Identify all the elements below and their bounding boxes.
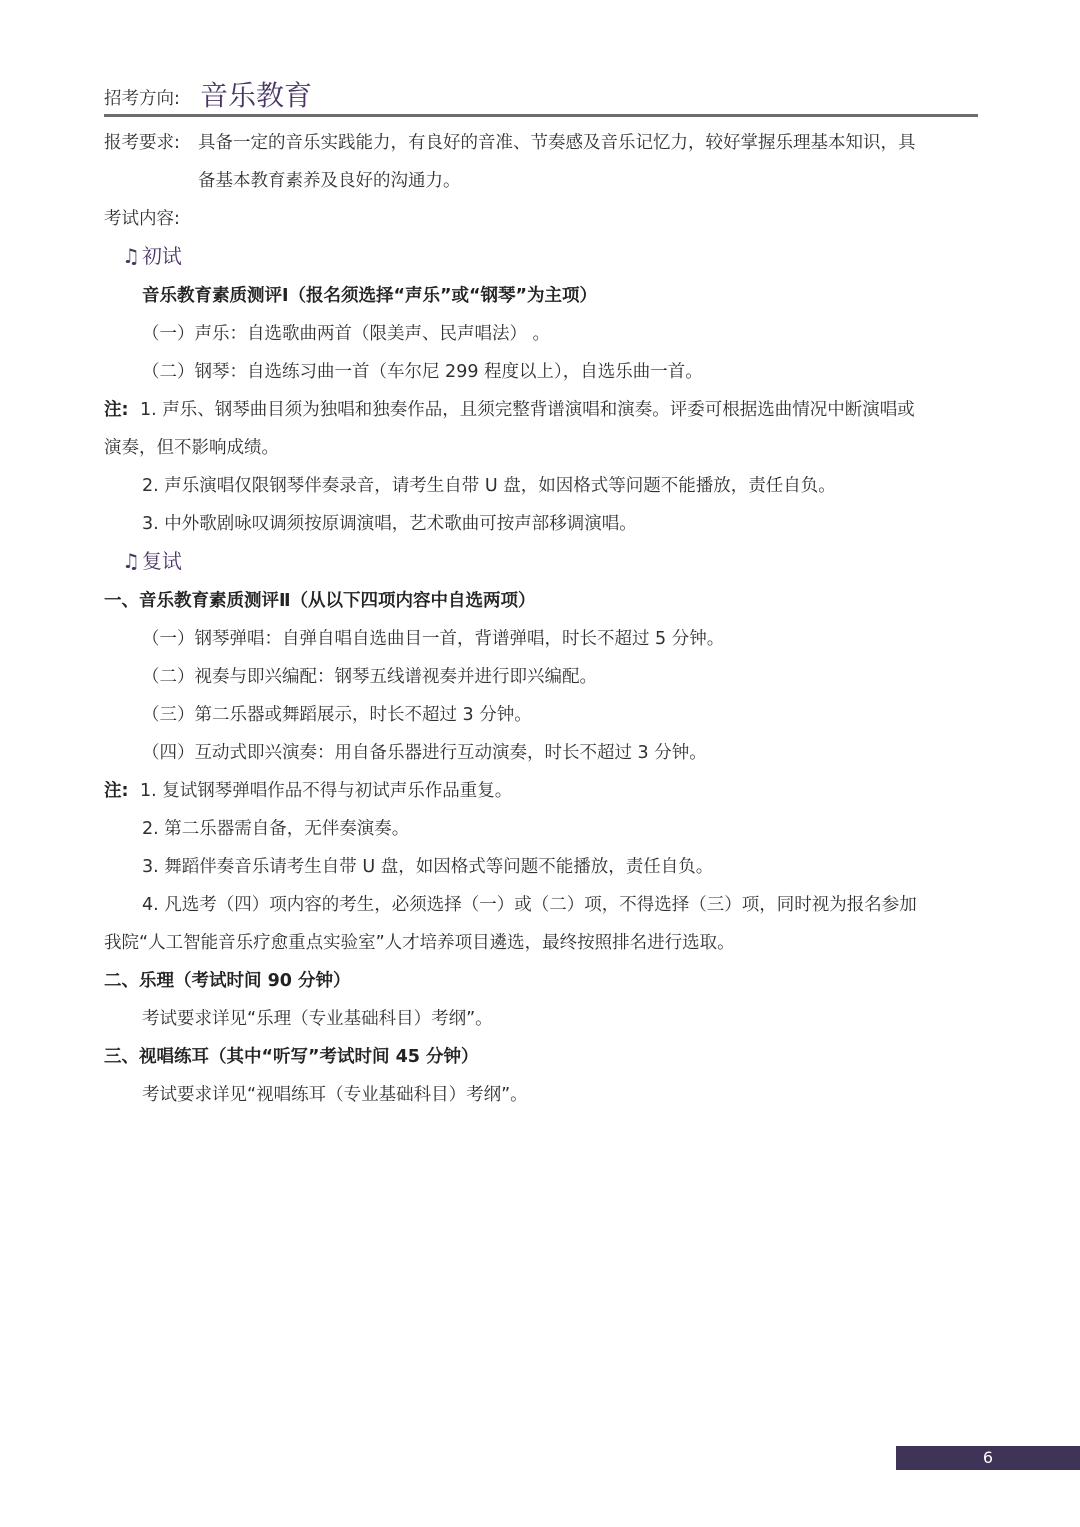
- retest-heading: [122, 548, 182, 574]
- page-title: 音乐教育: [200, 79, 313, 112]
- music-note-icon: ♫: [122, 549, 140, 573]
- retest-item-2: （二）视奏与即兴编配：钢琴五线谱视奏并进行即兴编配。: [142, 667, 597, 687]
- preliminary-item-2: （二）钢琴：自选练习曲一首（车尔尼 299 程度以上），自选乐曲一首。: [142, 362, 703, 382]
- preliminary-note-2: 2. 声乐演唱仅限钢琴伴奏录音，请考生自带 U 盘，如因格式等问题不能播放，责任自负。: [142, 476, 836, 496]
- retest-section-2-title: 二、乐理（考试时间 90 分钟）: [104, 971, 351, 991]
- retest-item-3: （三）第二乐器或舞蹈展示，时长不超过 3 分钟。: [142, 705, 532, 725]
- preliminary-heading-text: 初试: [141, 244, 182, 268]
- preliminary-item-1: （一）声乐：自选歌曲两首（限美声、民声唱法） 。: [142, 324, 551, 344]
- music-note-icon: ♫: [122, 244, 140, 268]
- requirements-line-1: 具备一定的音乐实践能力，有良好的音准、节奏感及音乐记忆力，较好掌握乐理基本知识，具: [198, 133, 916, 153]
- preliminary-note-label: 注:: [104, 400, 129, 420]
- requirements-line-2: 备基本教育素养及良好的沟通力。: [198, 171, 461, 191]
- retest-heading-text: 复试: [141, 549, 182, 573]
- retest-note-4-line-2: 我院“人工智能音乐疗愈重点实验室”人才培养项目遴选，最终按照排名进行选取。: [104, 933, 735, 953]
- requirements-label: 报考要求:: [104, 133, 180, 153]
- preliminary-note-1-line-1: 1. 声乐、钢琴曲目须为独唱和独奏作品，且须完整背谱演唱和演奏。评委可根据选曲情况中断演唱或: [140, 400, 915, 420]
- retest-item-1: （一）钢琴弹唱：自弹自唱自选曲目一首，背谱弹唱，时长不超过 5 分钟。: [142, 629, 725, 649]
- retest-section-1-title: 一、音乐教育素质测评Ⅱ（从以下四项内容中自选两项）: [104, 591, 536, 611]
- preliminary-heading: [122, 243, 182, 269]
- title-row: [104, 78, 978, 117]
- page-number-badge: [896, 1446, 1080, 1470]
- content-label: 考试内容:: [104, 209, 180, 229]
- retest-note-2: 2. 第二乐器需自备，无伴奏演奏。: [142, 819, 410, 839]
- retest-item-4: （四）互动式即兴演奏：用自备乐器进行互动演奏，时长不超过 3 分钟。: [142, 743, 707, 763]
- retest-section-3-title: 三、视唱练耳（其中“听写”考试时间 45 分钟）: [104, 1047, 479, 1067]
- retest-section-2-text: 考试要求详见“乐理（专业基础科目）考纲”。: [142, 1009, 493, 1029]
- retest-section-3-text: 考试要求详见“视唱练耳（专业基础科目）考纲”。: [142, 1085, 528, 1105]
- retest-note-4-line-1: 4. 凡选考（四）项内容的考生，必须选择（一）或（二）项，不得选择（三）项，同时视为报名参加: [142, 895, 917, 915]
- page-number: 6: [982, 1448, 994, 1467]
- preliminary-subtitle: 音乐教育素质测评Ⅰ（报名须选择“声乐”或“钢琴”为主项）: [142, 286, 598, 306]
- retest-note-label: 注:: [104, 781, 129, 801]
- retest-note-1: 1. 复试钢琴弹唱作品不得与初试声乐作品重复。: [140, 781, 513, 801]
- preliminary-note-3: 3. 中外歌剧咏叹调须按原调演唱，艺术歌曲可按声部移调演唱。: [142, 514, 637, 534]
- retest-note-3: 3. 舞蹈伴奏音乐请考生自带 U 盘，如因格式等问题不能播放，责任自负。: [142, 857, 714, 877]
- direction-label: 招考方向:: [104, 89, 180, 109]
- preliminary-note-1-line-2: 演奏，但不影响成绩。: [104, 438, 279, 458]
